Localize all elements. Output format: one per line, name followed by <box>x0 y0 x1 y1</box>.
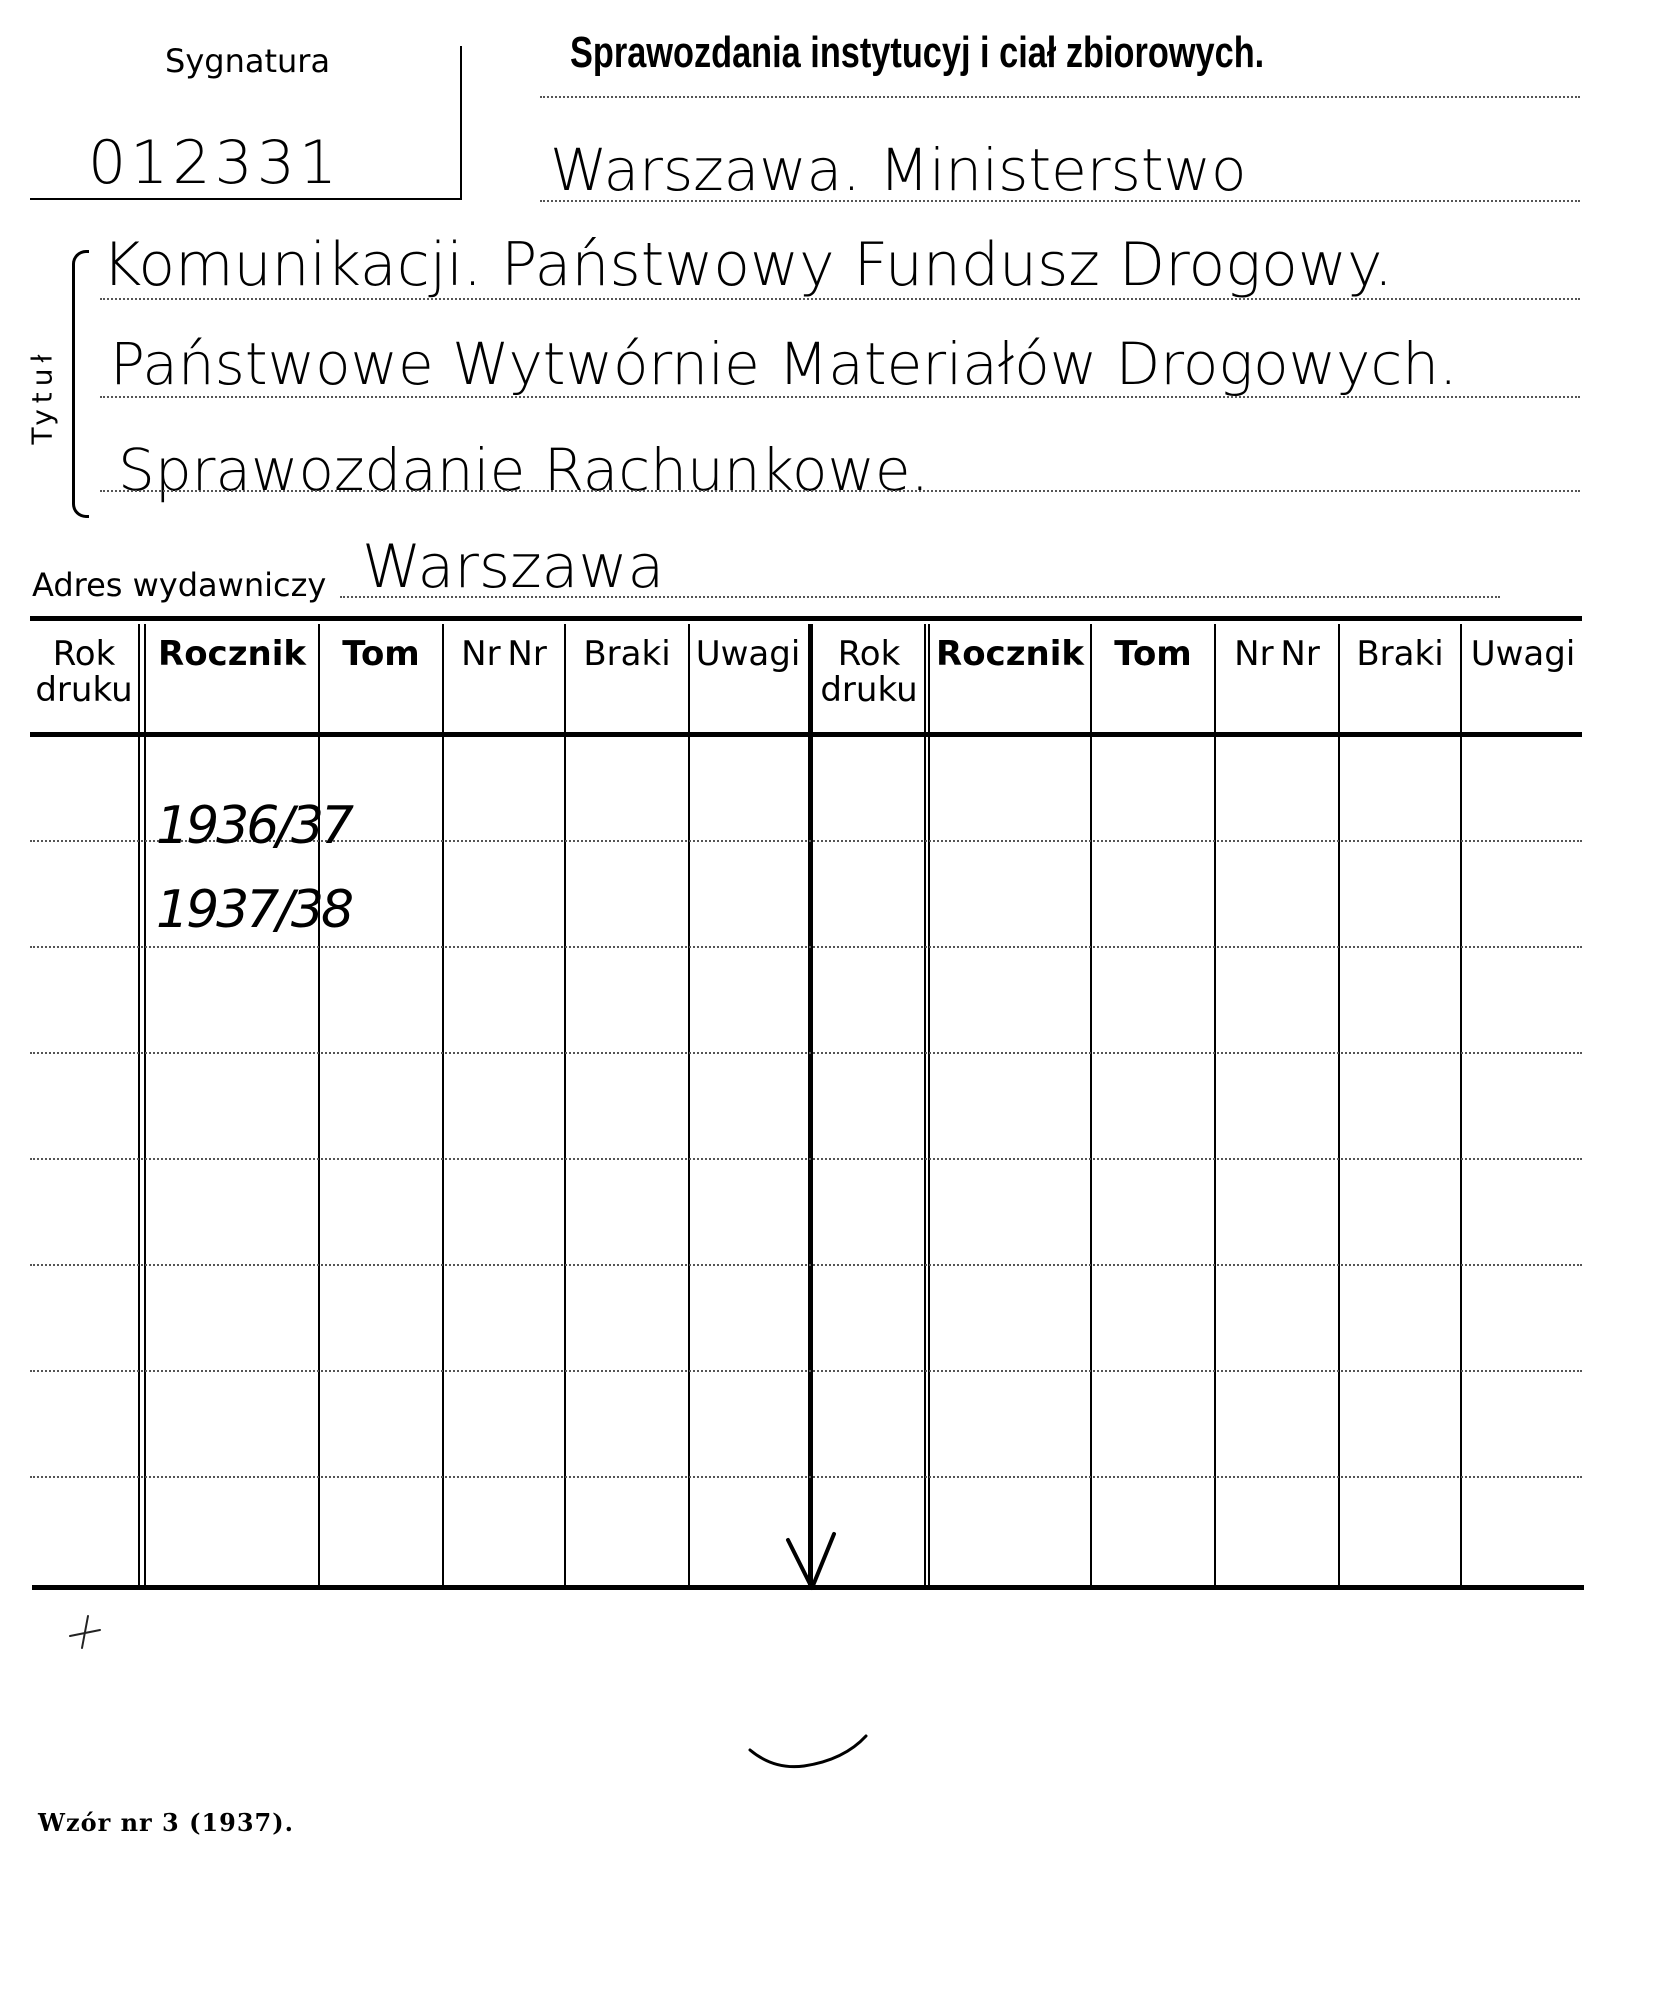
col-divider <box>1460 624 1462 1587</box>
publisher-value: Warszawa <box>362 532 665 602</box>
publisher-label: Adres wydawniczy <box>32 566 327 604</box>
header-nr-nr-2: Nr Nr <box>1234 634 1320 674</box>
title-dotted-line-1 <box>540 200 1580 202</box>
header-braki: Braki <box>583 634 671 674</box>
title-line-4: Sprawozdanie Rachunkowe. <box>118 436 930 504</box>
signature-label: Sygnatura <box>165 42 331 80</box>
header-tom: Tom <box>342 634 420 674</box>
row-guide <box>30 1158 1582 1160</box>
col-divider <box>564 624 566 1587</box>
curve-mark <box>744 1730 874 1790</box>
header-braki-2: Braki <box>1356 634 1444 674</box>
title-brace <box>72 250 89 518</box>
table-header-border <box>30 732 1582 737</box>
signature-value: 012331 <box>88 128 342 198</box>
row-guide <box>30 1370 1582 1372</box>
col-divider <box>1338 624 1340 1587</box>
heading-dotted-line <box>540 96 1580 98</box>
title-line-2: Komunikacji. Państwowy Fundusz Drogowy. <box>102 230 1393 300</box>
header-uwagi: Uwagi <box>695 634 801 674</box>
col-divider <box>1214 624 1216 1587</box>
col-divider <box>1090 624 1092 1587</box>
entry-rocznik: 1936/37 <box>156 796 352 856</box>
header-rocznik: Rocznik <box>158 634 306 674</box>
header-rocznik-2: Rocznik <box>936 634 1084 674</box>
signature-underline <box>30 198 462 200</box>
col-divider <box>928 624 930 1587</box>
title-label: Tytuł <box>25 348 59 445</box>
title-line-1: Warszawa. Ministerstwo <box>550 136 1247 204</box>
holdings-table <box>30 616 1582 1596</box>
cross-mark <box>66 1612 106 1652</box>
col-divider <box>138 624 140 1587</box>
category-heading: Sprawozdania instytucyj i ciał zbiorowych. <box>570 28 1265 77</box>
center-divider <box>808 624 813 1587</box>
col-divider <box>924 624 926 1587</box>
header-tom-2: Tom <box>1114 634 1192 674</box>
row-guide <box>30 1264 1582 1266</box>
row-guide <box>30 946 1582 948</box>
footer-form-number: Wzór nr 3 (1937). <box>38 1808 294 1837</box>
arrow-down-icon <box>782 1526 842 1606</box>
entry-rocznik: 1937/38 <box>156 880 352 940</box>
title-dotted-line-4 <box>100 490 1580 492</box>
title-dotted-line-3 <box>100 396 1580 398</box>
header-uwagi-2: Uwagi <box>1470 634 1576 674</box>
row-guide <box>30 1052 1582 1054</box>
signature-divider <box>460 46 462 200</box>
header-rok-druku-2: Rok druku <box>820 634 918 710</box>
col-divider <box>318 624 320 1587</box>
row-guide <box>30 1476 1582 1478</box>
publisher-dotted-line <box>340 596 1500 598</box>
header-nr-nr: Nr Nr <box>461 634 547 674</box>
title-dotted-line-2 <box>100 298 1580 300</box>
col-divider <box>688 624 690 1587</box>
col-divider <box>442 624 444 1587</box>
title-line-3: Państwowe Wytwórnie Materiałów Drogowych. <box>110 330 1458 398</box>
col-divider <box>144 624 146 1587</box>
header-rok-druku: Rok druku <box>35 634 133 710</box>
table-top-border <box>30 616 1582 621</box>
